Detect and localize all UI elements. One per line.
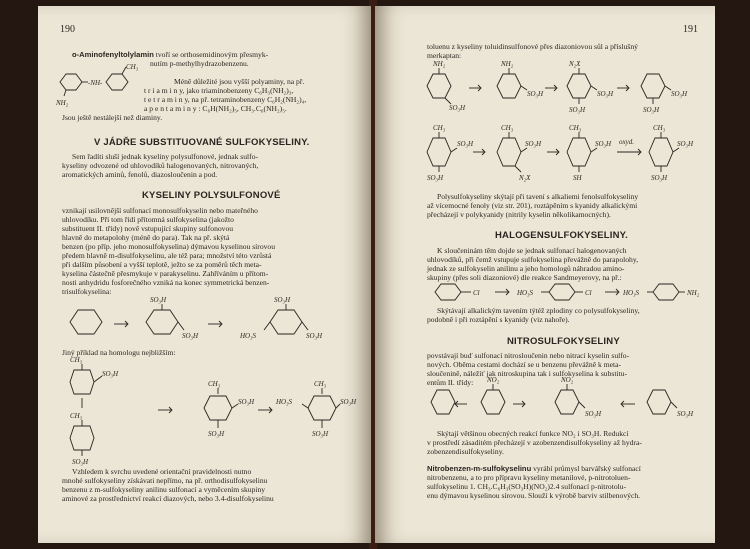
svg-text:CH₃: CH₃	[433, 124, 446, 132]
nh-label: -NH-	[88, 79, 103, 87]
toluidine-scheme-row1	[419, 58, 709, 120]
svg-text:SO₃H: SO₃H	[102, 370, 119, 378]
r-para4-line-4: entům II. třídy:	[427, 378, 474, 387]
r-para3-line-1: Skýtávají alkalickým tavením týtéž zplodiny co polysulfokyseliny,	[437, 306, 640, 315]
para2-line-6: předem hlavně m-disulfokyselinu, ale též para; množství této vzrůstá	[62, 251, 272, 260]
ch3-label: CH₃	[126, 63, 139, 71]
svg-text:N₂X: N₂X	[569, 60, 581, 68]
r-para2-line-1: K sloučeninám těm dojde se jednak sulfonací halogenovaných	[437, 246, 627, 255]
svg-text:CH₃: CH₃	[208, 380, 221, 388]
para2-line-9: nosti anhydridu fosforečného vzniká na konec symmetrická benzen-	[62, 278, 270, 287]
svg-text:Cl: Cl	[585, 289, 592, 297]
page-number-left: 190	[60, 24, 75, 35]
svg-text:SO₃H: SO₃H	[525, 140, 542, 148]
svg-text:SO₃H: SO₃H	[527, 90, 544, 98]
svg-text:NO₂: NO₂	[487, 376, 500, 384]
svg-text:SO₃H: SO₃H	[677, 410, 694, 418]
r-para4-line-1: povstávají buď sulfonací nitrosloučenin nebo nitrací kyselin sulfo-	[427, 351, 630, 360]
para3-line-4: aminové za prostřednictví reakcí diazových, nebo 3.4-disulfokyselinu	[62, 494, 274, 503]
svg-text:HO₃S: HO₃S	[276, 398, 293, 406]
intro-line-1: o-Aminofenyltolylamin tvoří se orthosemidinovým přesmyk-	[72, 50, 269, 59]
para3-line-1: Vzhledem k svrchu uvedené orientační pravidelnosti nutno	[72, 467, 252, 476]
para1-line-2: kyseliny odvozené od uhlovodíků halogenovaných, nitrovaných,	[62, 161, 259, 170]
svg-text:N₂X: N₂X	[519, 174, 531, 182]
svg-text:CH₃: CH₃	[653, 124, 666, 132]
r-para3-line-2: podobně i při roztápění s kyanidy (viz nahoře).	[427, 315, 570, 324]
svg-text:NO₂: NO₂	[561, 376, 574, 384]
svg-text:HO₃S: HO₃S	[240, 332, 257, 340]
svg-text:SO₃H: SO₃H	[651, 174, 668, 182]
heading-substituted-sulfo-acids: V JÁDŘE SUBSTITUOVANÉ SULFOKYSELINY.	[94, 137, 310, 148]
svg-text:CH₃: CH₃	[314, 380, 327, 388]
svg-text:NH₂: NH₂	[687, 289, 700, 297]
svg-text:SO₃H: SO₃H	[312, 430, 329, 438]
polyamine-line-2: t r i a m i n y, jako triaminobenzeny C₆H₃(NH₂)₃,	[144, 86, 294, 95]
r-para0-line-2: merkaptan:	[427, 51, 462, 60]
para3-line-2: mnohé sulfokyseliny získávati nepřímo, na př. orthodisulfokyselinu	[62, 476, 268, 485]
r-para6-line-1: Nitrobenzen-m-sulfokyselinu vyrábí průmysl barvářský sulfonací	[427, 464, 641, 473]
svg-text:NH₂: NH₂	[433, 60, 446, 68]
svg-text:SO₃H: SO₃H	[595, 140, 612, 148]
r-para2-line-2: uhlovodíků, při čemž vstupuje sulfokyselina převážně do parapolohy,	[427, 255, 639, 264]
svg-text:CH₃: CH₃	[569, 124, 582, 132]
svg-text:SO₃H: SO₃H	[306, 332, 323, 340]
heading-nitrosulfo-acids: NITROSULFOKYSELINY	[507, 336, 620, 347]
benzene-trisulfonic-scheme	[58, 294, 358, 346]
para2-line-5: benzen (po příp. jeho monosulfokyselina) dýmavou kyselinou sírovou	[62, 242, 276, 251]
svg-text:HO₃S: HO₃S	[517, 289, 534, 297]
para2-line-1: vznikají usilovnější sulfonací monosulfokyselin nebo mateřného	[62, 206, 258, 215]
r-para5-line-3: zobenzendisulfokyseliny.	[427, 447, 504, 456]
svg-text:SO₃H: SO₃H	[585, 410, 602, 418]
svg-text:SO₃H: SO₃H	[208, 430, 225, 438]
svg-text:HO₃S: HO₃S	[623, 289, 640, 297]
heading-halogensulfo-acids: HALOGENSULFOKYSELINY.	[495, 230, 628, 241]
svg-text:SO₃H: SO₃H	[671, 90, 688, 98]
para2-line-7: při dalším působení a vyšší teplotě, ježto se za poměrů těch meta-	[62, 260, 262, 269]
svg-text:CH₃: CH₃	[501, 124, 514, 132]
para2-line-10: trisulfokyselina:	[62, 287, 112, 296]
heading-polysulfonic-acids: KYSELINY POLYSULFONOVÉ	[142, 190, 281, 201]
svg-text:CH₃: CH₃	[70, 356, 83, 364]
r-para4-line-2: nových. Oběma cestami dochází se u benzenu převážně k meta-	[427, 360, 621, 369]
polyamine-line-1: Méně důležité jsou vyšší polyaminy, na př.	[174, 77, 305, 86]
r-para5-line-2: v prostředí zásaditém přecházejí v azobenzendisulfokyseliny až hydra-	[427, 438, 642, 447]
r-para2-line-3: jednak ze sulfokyselin anilinu a jeho homologů náhradou amino-	[427, 264, 625, 273]
r-para2-line-4: skupiny (přes soli diazoniové) dle reakce Sandmeyerovy, na př.:	[427, 273, 622, 282]
para2-line-4: hlavně do metapolohy (méně do para). Tak na př. skýtá	[62, 233, 230, 242]
r-para5-line-1: Skýtají většinou obecných reakcí funkce NO₂ i SO₃H. Redukcí	[437, 429, 629, 438]
other-example-text: Jiný příklad na homologu nejbližším:	[62, 348, 176, 357]
r-para1-line-2: až vícemocné fenoly (viz str. 201), roztápěním s kyanidy alkalickými	[427, 201, 638, 210]
formula-aminofenyltolylamin	[52, 63, 139, 109]
page-number-right: 191	[683, 24, 698, 35]
para2-line-2: uhlovodíku. Při tom řídí přítomná sulfokyselina (jakožto	[62, 215, 234, 224]
svg-text:SO₃H: SO₃H	[238, 398, 255, 406]
r-para4-line-3: sloučenině, náležíť jak nitroskupina tak i sulfokyselina k substitu-	[427, 369, 628, 378]
para2-line-8: kyselina částečně přesmykuje v parakyselinu. Zahříváním u přítom-	[62, 269, 269, 278]
right-page	[375, 6, 715, 543]
r-para6-line-4: enu dýmavou kyselinou sírovou. Slouží k výrobě barviv stilbenových.	[427, 491, 641, 500]
svg-text:NH₂: NH₂	[501, 60, 514, 68]
svg-text:SO₃H: SO₃H	[150, 296, 167, 304]
svg-text:SO₃H: SO₃H	[569, 106, 586, 114]
para3-line-3: benzenu z m-sulfokyseliny anilinu sulfonací a vyměcením skupiny	[62, 485, 266, 494]
r-para6-line-2: nitrobenzenu, a to pro přípravu kyseliny metanilové, p-nitrotoluen-	[427, 473, 631, 482]
polyamine-line-5: Jsou ještě nestálejší než diaminy.	[62, 113, 163, 122]
sandmeyer-reaction	[425, 280, 715, 304]
nitro-sulfonation-scheme	[425, 374, 705, 426]
para2-line-3: substituent II. třídy) nově vstupující skupiny sulfonovou	[62, 224, 234, 233]
svg-text:SO₃H: SO₃H	[340, 398, 357, 406]
svg-text:SO₃H: SO₃H	[677, 140, 694, 148]
toluene-sulfonic-scheme	[58, 354, 358, 466]
svg-text:SO₃H: SO₃H	[427, 174, 444, 182]
polyamine-line-4: a p e n t a m i n y : C₆H(NH₂)₅, CH₃.C₆(NH₂)₅.	[144, 104, 287, 113]
svg-text:SH: SH	[573, 174, 582, 182]
r-para1-line-3: přecházejí v polykyanidy (nitrily kyselin několikamocných).	[427, 210, 611, 219]
svg-text:SO₃H: SO₃H	[449, 104, 466, 112]
intro-line-2: nutím p-methylhydrazobenzenu.	[150, 59, 249, 68]
svg-text:Cl: Cl	[473, 289, 480, 297]
svg-text:CH₃: CH₃	[70, 412, 83, 420]
toluidine-scheme-row2	[419, 120, 709, 192]
svg-text:SO₃H: SO₃H	[457, 140, 474, 148]
svg-text:SO₃H: SO₃H	[597, 90, 614, 98]
svg-text:oxyd.: oxyd.	[619, 138, 634, 146]
svg-text:SO₃H: SO₃H	[182, 332, 199, 340]
nh2-label: NH₂	[56, 99, 69, 107]
para1-line-3: aromatických aminů, fenolů, diazosloučenin a pod.	[62, 170, 218, 179]
svg-text:SO₃H: SO₃H	[72, 458, 89, 466]
svg-text:SO₃H: SO₃H	[274, 296, 291, 304]
r-para0-line-1: toluenu z kyseliny toluidinsulfonové přes diazoniovou sůl a příslušný	[427, 42, 638, 51]
para1-line-1: Sem řadíti sluší jednak kyseliny polysulfonové, jednak sulfo-	[72, 152, 259, 161]
svg-text:SO₃H: SO₃H	[643, 106, 660, 114]
r-para1-line-1: Polysulfokyseliny skýtají při tavení s alkaliemi fenolsulfokyseliny	[437, 192, 639, 201]
left-page	[38, 6, 371, 543]
polyamine-line-3: t e t r a m i n y, na př. tetraminobenzeny C₆H₂(NH₂)₄,	[144, 95, 307, 104]
r-para6-line-3: sulfokyselinu 1. CH₃.C₆H₃(SO₃H)(NO₂)2.4 sulfonací p-nitrotolu-	[427, 482, 627, 491]
